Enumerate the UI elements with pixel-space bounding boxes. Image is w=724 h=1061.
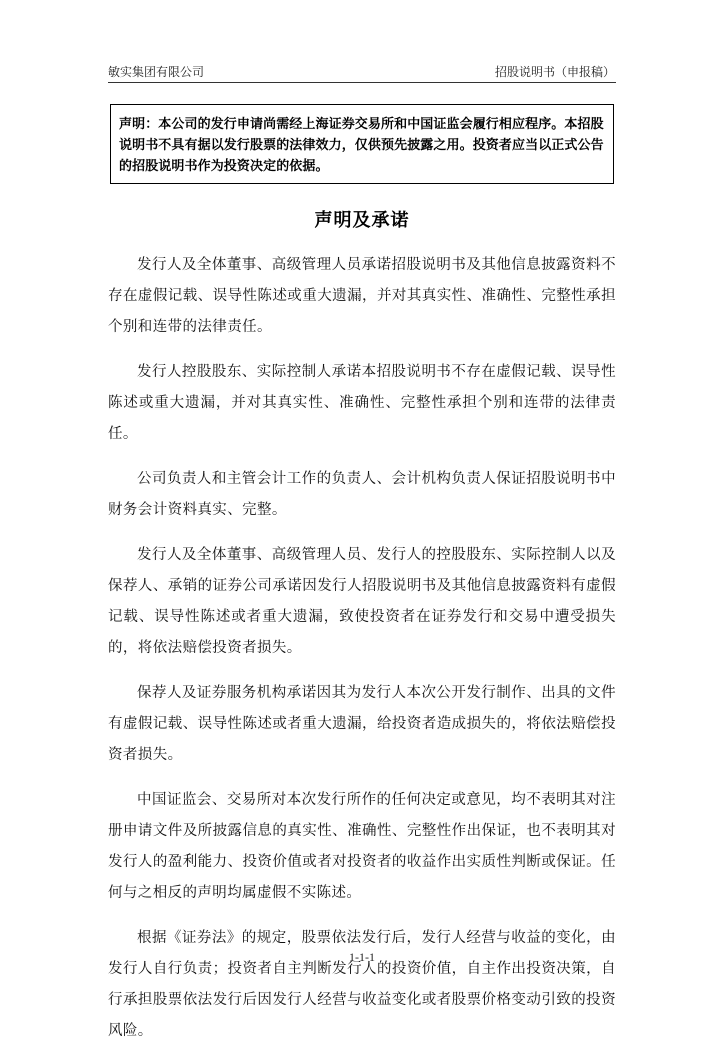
section-title: 声明及承诺 bbox=[314, 210, 410, 231]
paragraph-controlling-shareholder-commitment: 发行人控股股东、实际控制人承诺本招股说明书不存在虚假记载、误导性陈述或重大遗漏，并对其真实性、准确性、完整性承担个别和连带的法律责任。 bbox=[108, 364, 616, 442]
disclaimer-notice-text: 声明：本公司的发行申请尚需经上海证券交易所和中国证监会履行相应程序。本招股说明书不具有据以发行股票的法律效力，仅供预先披露之用。投资者应当以正式公告的招股说明书作为投资决定的依据。 bbox=[119, 117, 604, 174]
paragraph-regulator-disclaimer: 中国证监会、交易所对本次发行所作的任何决定或意见，均不表明其对注册申请文件及所披露信息的真实性、准确性、完整性作出保证，也不表明其对发行人的盈利能力、投资价值或者对投资者的收益作出实质性判断或保证。任何与之相反的声明均属虚假不实陈述。 bbox=[108, 792, 616, 901]
paragraph-issuer-directors-commitment: 发行人及全体董事、高级管理人员承诺招股说明书及其他信息披露资料不存在虚假记载、误导性陈述或重大遗漏，并对其真实性、准确性、完整性承担个别和连带的法律责任。 bbox=[108, 257, 616, 335]
header-divider bbox=[108, 82, 616, 83]
paragraph-financial-data-guarantee: 公司负责人和主管会计工作的负责人、会计机构负责人保证招股说明书中财务会计资料真实、完整。 bbox=[108, 471, 616, 518]
paragraph-investment-risk: 根据《证券法》的规定，股票依法发行后，发行人经营与收益的变化，由发行人自行负责；投资者自主判断发行人的投资价值，自主作出投资决策，自行承担股票依法发行后因发行人经营与收益变化或者股票价格变动引致的投资风险。 bbox=[108, 930, 616, 1039]
paragraph-compensation-commitment: 发行人及全体董事、高级管理人员、发行人的控股股东、实际控制人以及保荐人、承销的证券公司承诺因发行人招股说明书及其他信息披露资料有虚假记载、误导性陈述或者重大遗漏，致使投资者在证券发行和交易中遭受损失的，将依法赔偿投资者损失。 bbox=[108, 547, 616, 656]
statement-body bbox=[108, 250, 616, 1061]
page-number: 1-1-1 bbox=[349, 950, 375, 964]
page-header bbox=[108, 60, 615, 80]
header-document-type: 招股说明书（申报稿） bbox=[494, 65, 615, 79]
disclaimer-notice-box bbox=[110, 104, 614, 184]
paragraph-sponsor-commitment: 保荐人及证券服务机构承诺因其为发行人本次公开发行制作、出具的文件有虚假记载、误导性陈述或者重大遗漏，给投资者造成损失的，将依法赔偿投资者损失。 bbox=[108, 685, 616, 763]
header-company-name: 敏实集团有限公司 bbox=[108, 65, 205, 79]
